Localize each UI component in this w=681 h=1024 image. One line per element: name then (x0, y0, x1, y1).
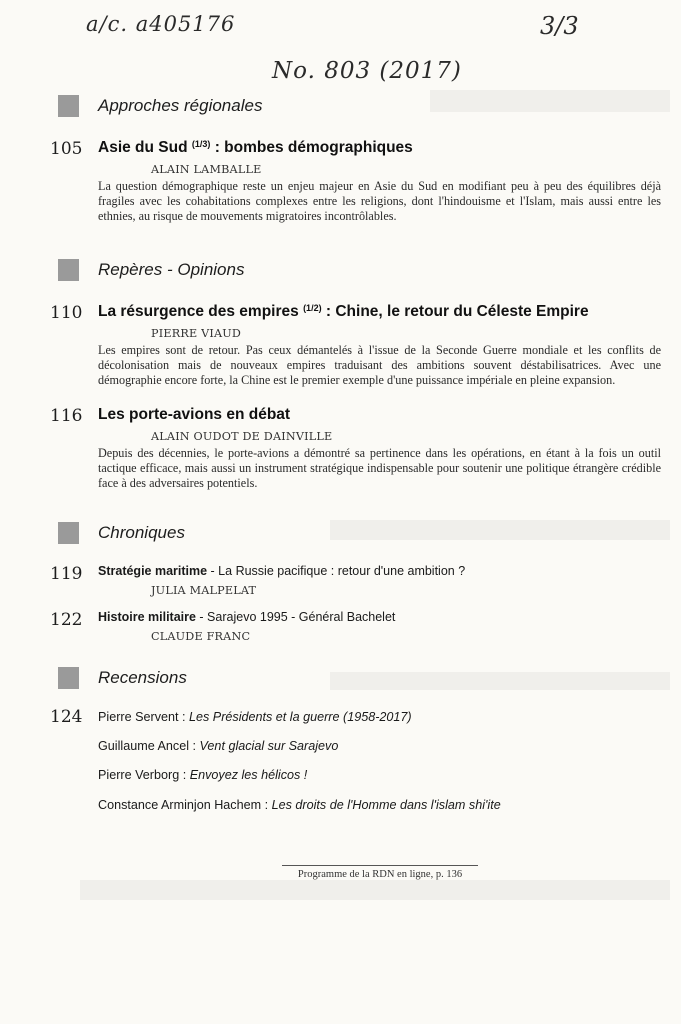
page-number: 122 (50, 610, 83, 630)
article-title[interactable] (98, 139, 413, 157)
section-header-recensions (58, 666, 187, 690)
article-title-text: La résurgence des empires (98, 303, 299, 320)
article-summary: Les empires sont de retour. Pas ceux démantelés à l'issue de la Seconde Guerre mondiale et les conflits de décolonisation mais de nouveaux empires traduisant des ambitions souvent déstabilisatrices. Avec une démographie encore forte, la Chine est le premier exemple d'une puissance impériale en pleine expansion. (98, 343, 661, 387)
recension-title: Les droits de l'Homme dans l'islam shi'ite (271, 798, 501, 812)
chronicle-title[interactable] (98, 610, 395, 624)
recension-item[interactable] (98, 710, 412, 724)
recension-author: Pierre Verborg : (98, 768, 190, 782)
recension-title: Envoyez les hélicos ! (189, 768, 308, 782)
recension-author: Guillaume Ancel : (98, 739, 200, 753)
article-summary: Depuis des décennies, le porte-avions a démontré sa pertinence dans les opérations, en étant à la fois un outil tactique efficace, mais aussi un instrument stratégique indispensable pour soutenir une politique étrangère crédible face à des adversaires potentiels. (98, 446, 661, 490)
article-author: CLAUDE FRANC (151, 630, 251, 643)
section-title: Chroniques (98, 523, 185, 542)
section-header-chroniques (58, 521, 185, 545)
chronicle-subject: - La Russie pacifique : retour d'une ambition ? (207, 564, 466, 578)
article-author: JULIA MALPELAT (151, 584, 257, 597)
section-title: Approches régionales (98, 96, 263, 115)
bleed-through-band (80, 880, 670, 900)
recension-title: Les Présidents et la guerre (1958-2017) (189, 710, 412, 724)
page-number: 110 (50, 303, 83, 323)
section-header-approches (58, 94, 262, 118)
article-title-text: : Chine, le retour du Céleste Empire (325, 303, 589, 320)
recension-item[interactable] (98, 768, 307, 782)
section-marker (58, 522, 79, 544)
chronicle-title[interactable] (98, 564, 465, 578)
bleed-through-band (330, 520, 670, 540)
article-author: ALAIN OUDOT DE DAINVILLE (151, 430, 333, 443)
recension-title: Vent glacial sur Sarajevo (199, 739, 339, 753)
article-title-text: Asie du Sud (98, 139, 188, 156)
page-number: 116 (50, 406, 83, 426)
article-title-text: : bombes démographiques (214, 139, 413, 156)
article-author: PIERRE VIAUD (151, 327, 242, 340)
footer-note[interactable]: Programme de la RDN en ligne, p. 136 (297, 869, 463, 880)
section-title: Repères - Opinions (98, 260, 245, 279)
section-title: Recensions (98, 668, 187, 687)
page-number: 119 (50, 564, 83, 584)
article-part: (1/3) (191, 139, 211, 149)
article-part: (1/2) (303, 303, 322, 313)
article-author: ALAIN LAMBALLE (151, 163, 262, 176)
page-number: 124 (50, 707, 83, 727)
chronicle-subject: - Sarajevo 1995 - Général Bachelet (195, 610, 396, 624)
handwritten-reference: a/c. a405176 (86, 12, 236, 36)
recension-item[interactable] (98, 798, 501, 812)
article-title[interactable] (98, 303, 589, 321)
section-marker (58, 95, 79, 117)
section-header-reperes (58, 258, 244, 282)
footer-divider (282, 865, 478, 866)
bleed-through-band (430, 90, 670, 112)
article-summary: La question démographique reste un enjeu majeur en Asie du Sud en modifiant peu à peu des équilibres déjà fragiles avec les cohabitations complexes entre les religions, dont l'hindouisme et l'Islam, mais aussi entre les ethnies, au risque de mouvements migratoires incontrôlables. (98, 179, 661, 223)
section-marker (58, 259, 79, 281)
chronicle-rubric: Stratégie maritime (98, 564, 208, 578)
page-number: 105 (50, 139, 83, 159)
bleed-through-band (330, 672, 670, 690)
article-title[interactable]: Les porte-avions en débat (98, 406, 291, 423)
recension-author: Pierre Servent : (98, 710, 189, 724)
chronicle-rubric: Histoire militaire (98, 610, 196, 624)
handwritten-page-count: 3/3 (540, 12, 579, 40)
handwritten-issue-number: No. 803 (2017) (272, 58, 462, 84)
recension-item[interactable] (98, 739, 338, 753)
section-marker (58, 667, 79, 689)
recension-author: Constance Arminjon Hachem : (98, 798, 272, 812)
